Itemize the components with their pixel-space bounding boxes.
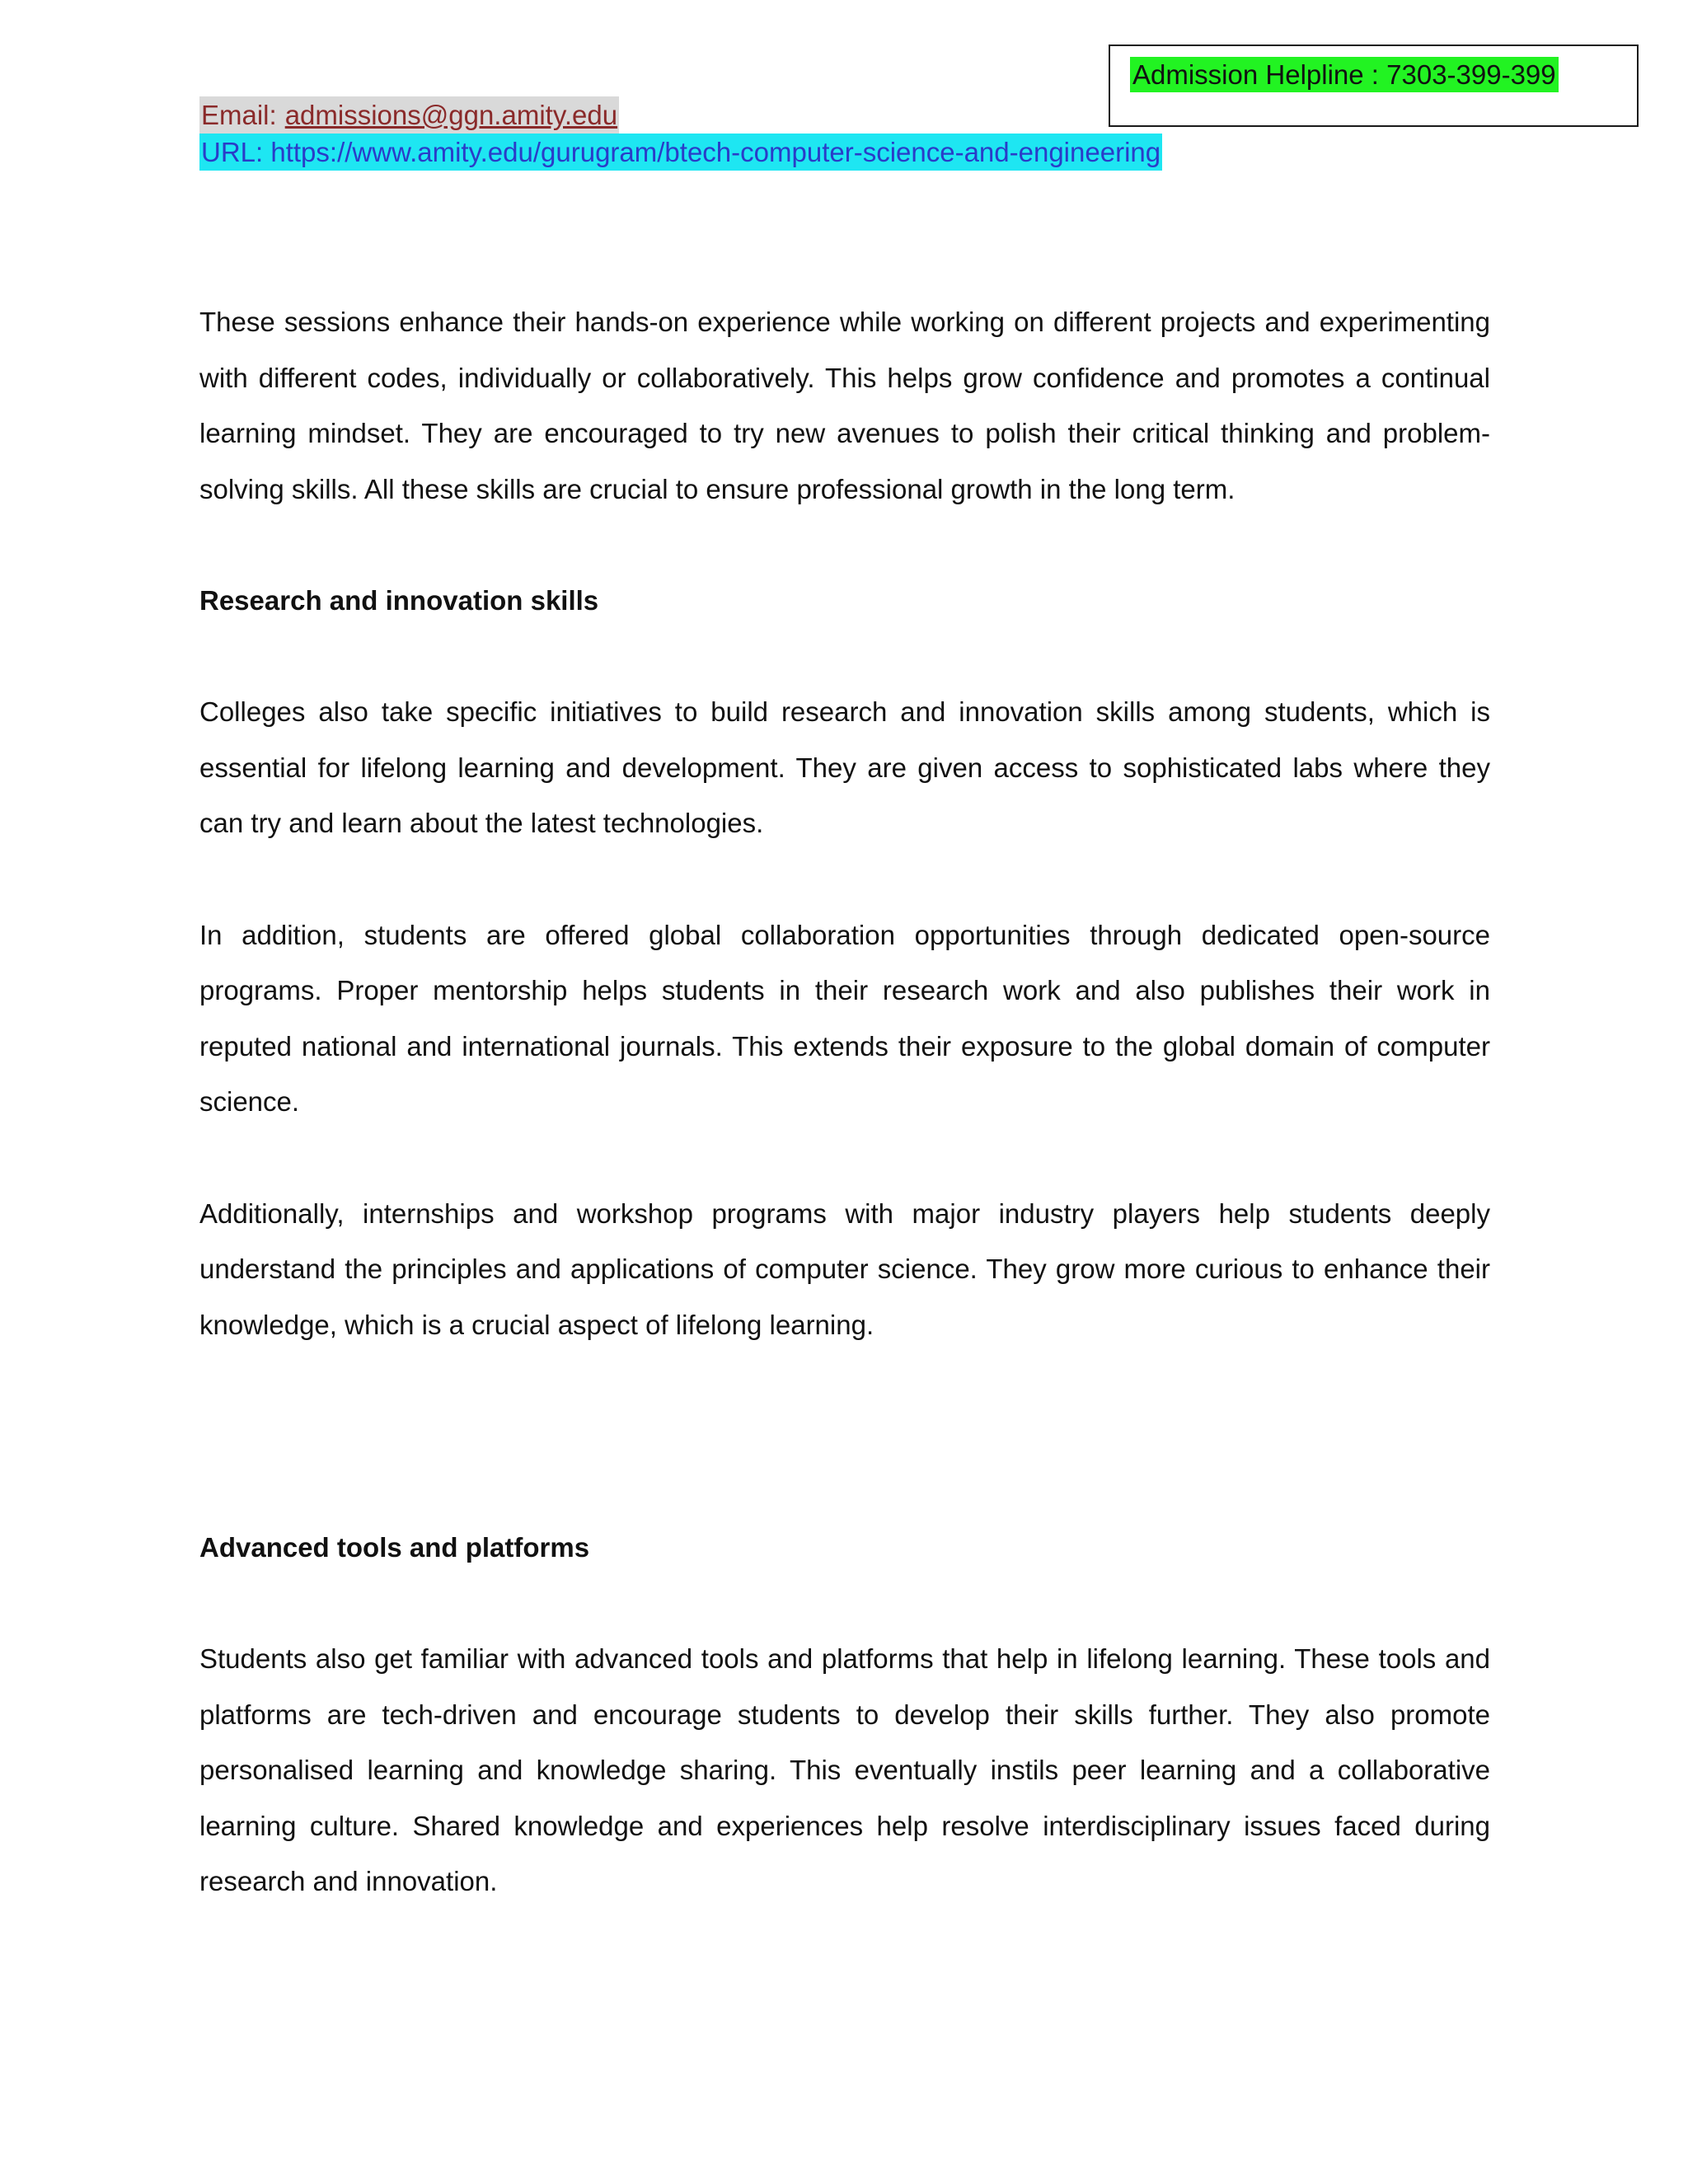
paragraph-research-1: Colleges also take specific initiatives to build research and innovation skills among students, which is essential for lifelong learning and development. They are given access to sophisticated labs where they can try and learn about the latest technologies. — [199, 696, 1490, 839]
paragraph-intro: These sessions enhance their hands-on experience while working on different projects and experimenting with different codes, individually or collaboratively. This helps grow confidence and promotes a continual learning mindset. They are encouraged to try new avenues to polish their critical thinking and problem-solving skills. All these skills are crucial to ensure professional growth in the long term. — [199, 307, 1490, 504]
blank-space — [199, 1408, 1490, 1520]
paragraph-research-2: In addition, students are offered global collaboration opportunities through dedicated open-source programs. Proper mentorship helps students in their research work and also publishes their work in reputed national and international journals. This extends their exposure to the global domain of computer science. — [199, 919, 1490, 1118]
url-line[interactable]: URL: https://www.amity.edu/gurugram/btech-computer-science-and-engineering — [199, 134, 1162, 171]
helpline-text: Admission Helpline : 7303-399-399 — [1130, 57, 1559, 92]
contact-block — [199, 96, 1162, 171]
email-label: Email: — [201, 100, 277, 130]
heading-tools: Advanced tools and platforms — [199, 1531, 590, 1563]
document-body — [199, 294, 1490, 1966]
paragraph-research-3: Additionally, internships and workshop programs with major industry players help students deeply understand the principles and applications of computer science. They grow more curious to enhance their knowledge, which is a crucial aspect of lifelong learning. — [199, 1197, 1490, 1340]
heading-research: Research and innovation skills — [199, 584, 599, 616]
email-line — [199, 96, 619, 134]
email-link[interactable]: admissions@ggn.amity.edu — [284, 100, 618, 130]
helpline-box — [1109, 45, 1639, 127]
paragraph-tools: Students also get familiar with advanced tools and platforms that help in lifelong learning. These tools and platforms are tech-driven and encourage students to develop their skills further. They also promote personalised learning and knowledge sharing. This eventually instils peer learning and a collaborative learning culture. Shared knowledge and experiences help resolve interdisciplinary issues faced during research and innovation. — [199, 1643, 1490, 1897]
